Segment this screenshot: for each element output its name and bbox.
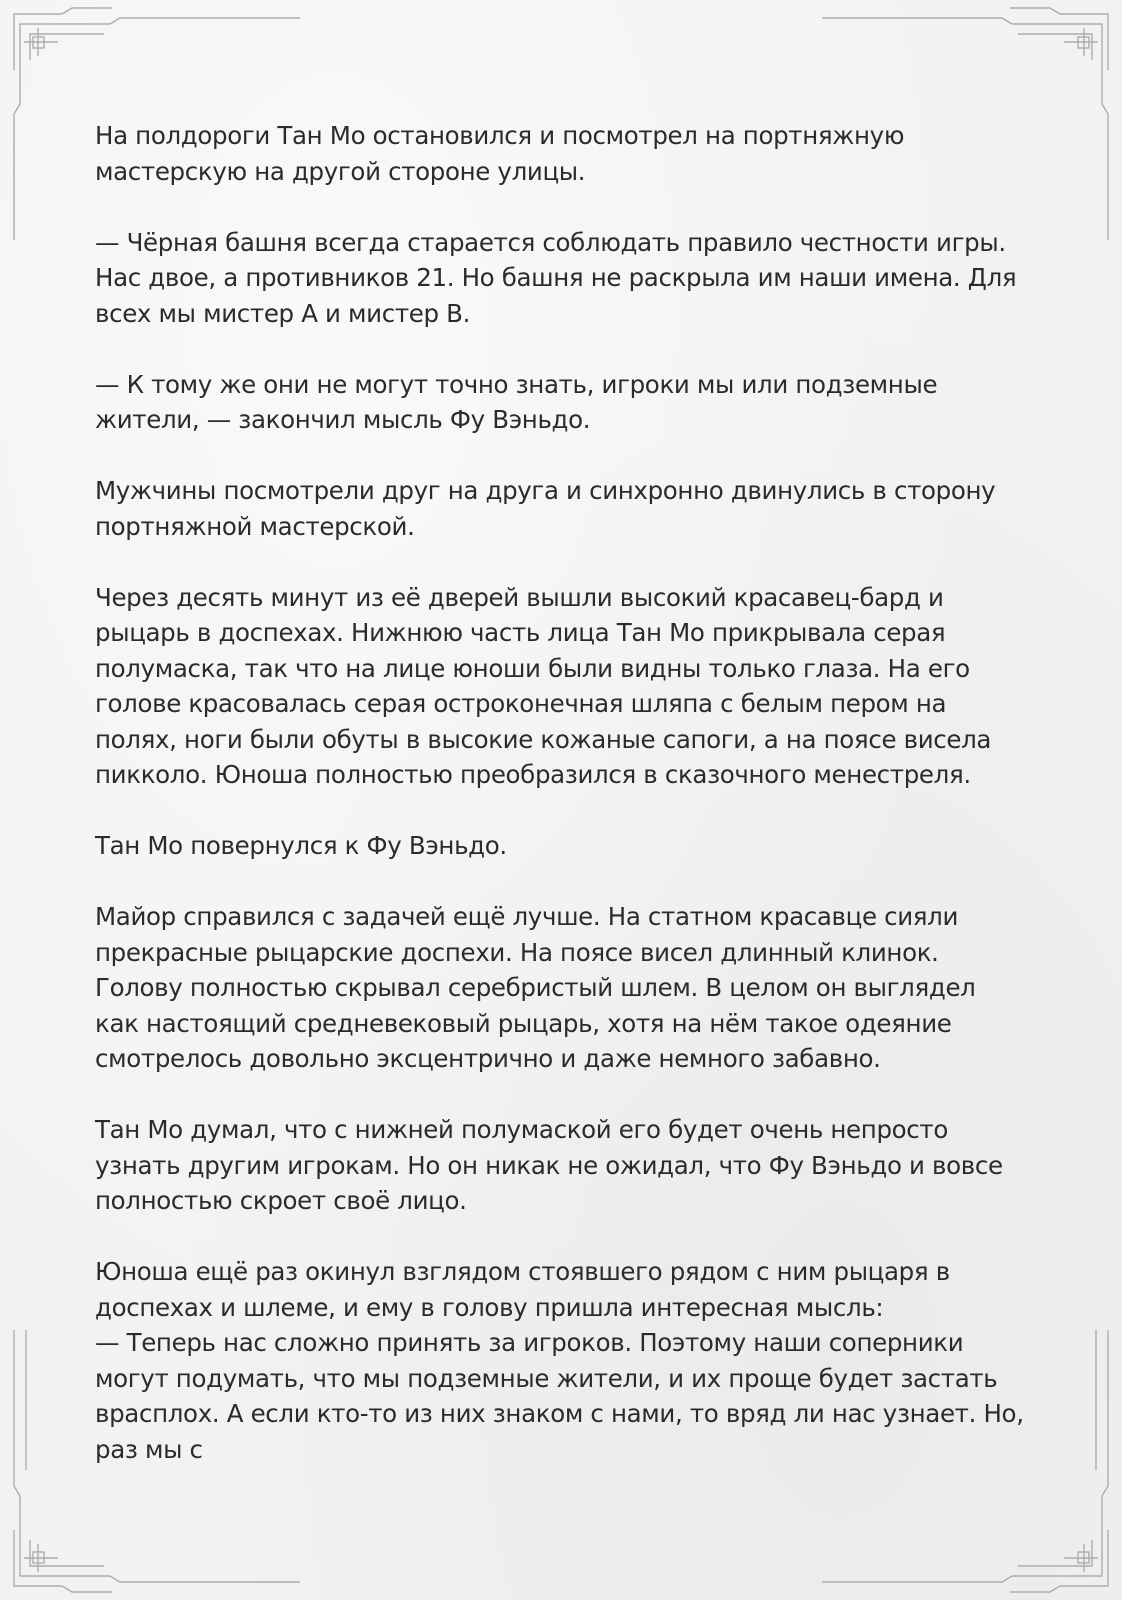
paragraph: Через десять минут из её дверей вышли высокий красавец-бард и рыцарь в доспехах. Нижнюю часть лица Тан Мо прикрывала серая полумаска, так что на лице юноши были видны только глаза. На его голове красовалась серая остроконечная шляпа с белым пером на полях, ноги были обуты в высокие кожаные сапоги, а на поясе висела пикколо. Юноша полностью преобразился в сказочного менестреля.	[95, 582, 992, 789]
paragraph: Майор справился с задачей ещё лучше. На статном красавце сияли прекрасные рыцарские доспехи. На поясе висел длинный клинок. Голову полностью скрывал серебристый шлем. В целом он выглядел как настоящий средневековый рыцарь, хотя на нём такое одеяние смотрелось довольно эксцентрично и даже немного забавно.	[95, 902, 976, 1073]
paragraph: Тан Мо повернулся к Фу Вэньдо.	[95, 831, 507, 860]
frame-corner-bottom-right	[1012, 1496, 1102, 1576]
paragraph: Тан Мо думал, что с нижней полумаской его будет очень непросто узнать другим игрокам. Но он никак не ожидал, что Фу Вэньдо и вовсе полностью скроет своё лицо.	[95, 1115, 1003, 1215]
paragraph: — К тому же они не могут точно знать, игроки мы или подземные жители, — закончил мысль Фу Вэньдо.	[95, 369, 938, 434]
paragraph: На полдороги Тан Мо остановился и посмотрел на портняжную мастерскую на другой стороне улицы.	[95, 121, 905, 186]
frame-corner-top-left	[20, 24, 110, 104]
paragraph: Юноша ещё раз окинул взглядом стоявшего рядом с ним рыцаря в доспехах и шлеме, и ему в голову пришла интересная мысль:	[95, 1257, 950, 1322]
frame-corner-top-right	[1012, 24, 1102, 104]
paragraph: — Чёрная башня всегда старается соблюдать правило честности игры. Нас двое, а противников 21. Но башня не раскрыла им наши имена. Для всех мы мистер A и мистер B.	[95, 227, 1017, 328]
paragraph: — Теперь нас сложно принять за игроков. Поэтому наши соперники могут подумать, что мы подземные жители, и их проще будет застать врасплох. А если кто-то из них знаком с нами, то вряд ли нас узнает. Но, раз мы с	[95, 1328, 1024, 1464]
paragraph: Мужчины посмотрели друг на друга и синхронно двинулись в сторону портняжной мастерской.	[95, 476, 996, 541]
document-body	[95, 118, 1025, 1467]
frame-corner-bottom-left	[20, 1496, 110, 1576]
